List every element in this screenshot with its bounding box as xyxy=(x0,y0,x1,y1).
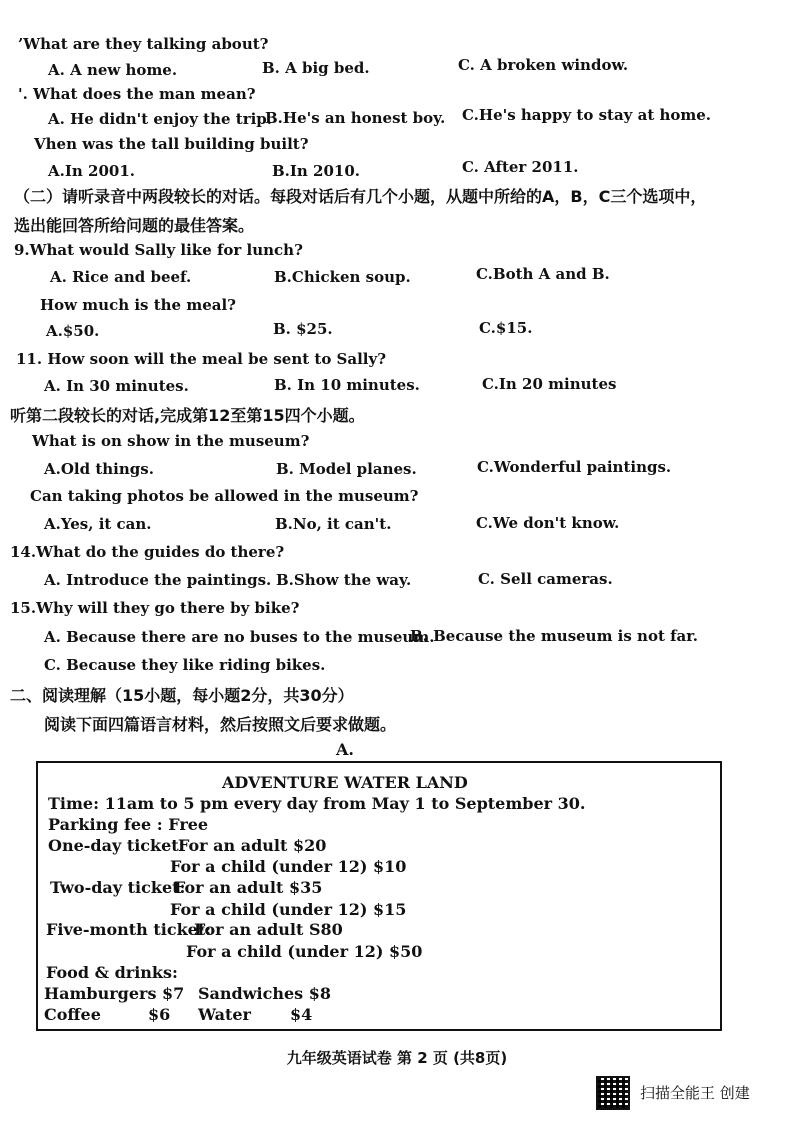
two-day-child-price: For a child (under 12) $15 xyxy=(170,900,407,919)
five-month-child-price: For a child (under 12) $50 xyxy=(186,942,423,961)
parking-fee: Parking fee : Free xyxy=(48,815,209,834)
five-month-ticket-label: Five-month ticket: xyxy=(46,920,212,939)
scanner-text: 扫描全能王 创建 xyxy=(640,1084,750,1102)
option-a: A. In 30 minutes. xyxy=(44,377,189,395)
question-stem: 11. How soon will the meal be sent to Sally? xyxy=(16,350,387,368)
question-stem: Can taking photos be allowed in the museum? xyxy=(30,487,419,505)
question-stem: 15.Why will they go there by bike? xyxy=(10,599,300,617)
option-c: C. A broken window. xyxy=(458,56,629,74)
option-c: C. Sell cameras. xyxy=(478,570,613,588)
option-b: B.He's an honest boy. xyxy=(265,109,446,127)
question-stem: '. What does the man mean? xyxy=(18,85,256,103)
question-stem: Vhen was the tall building built? xyxy=(34,135,309,153)
option-c: C. Because they like riding bikes. xyxy=(44,656,326,674)
question-stem: 9.What would Sally like for lunch? xyxy=(14,241,303,259)
sandwiches-price: Sandwiches $8 xyxy=(198,984,331,1003)
option-a: A. He didn't enjoy the trip. xyxy=(48,110,273,128)
question-stem: ’What are they talking about? xyxy=(18,35,269,53)
one-day-ticket-label: One-day ticket: xyxy=(48,836,185,855)
option-b: B. A big bed. xyxy=(262,59,370,77)
question-stem: What is on show in the museum? xyxy=(32,432,310,450)
water-price: $4 xyxy=(290,1005,313,1024)
option-a: A. Because there are no buses to the museum. xyxy=(44,628,435,646)
coffee-price: $6 xyxy=(148,1005,171,1024)
option-a: A.$50. xyxy=(46,322,100,340)
page-footer: 九年级英语试卷 第 2 页 (共8页) xyxy=(286,1049,508,1067)
option-b: B. In 10 minutes. xyxy=(274,376,420,394)
dialogue-two-instruction: 听第二段较长的对话,完成第12至第15四个小题。 xyxy=(10,406,365,425)
option-a: A.Yes, it can. xyxy=(44,515,152,533)
option-a: A.In 2001. xyxy=(48,162,135,180)
part-two-title: 二、阅读理解（15小题，每小题2分，共30分） xyxy=(10,686,354,705)
part-two-instruction: 阅读下面四篇语言材料，然后按照文后要求做题。 xyxy=(44,715,397,734)
option-b: B.No, it can't. xyxy=(275,515,392,533)
option-b: B.Chicken soup. xyxy=(274,268,411,286)
qr-code-icon xyxy=(596,1076,630,1110)
opening-time: Time: 11am to 5 pm every day from May 1 to September 30. xyxy=(48,794,586,813)
option-c: C. After 2011. xyxy=(462,158,579,176)
question-stem: How much is the meal? xyxy=(40,296,236,314)
section-two-instruction: （二）请听录音中两段较长的对话。每段对话后有几个小题，从题中所给的A，B，C三个选项中， xyxy=(14,187,707,206)
two-day-ticket-label: Two-day ticket: xyxy=(50,878,186,897)
notice-box xyxy=(36,761,722,1031)
option-a: A. Rice and beef. xyxy=(50,268,192,286)
option-a: A. Introduce the paintings. xyxy=(44,571,272,589)
option-c: C.We don't know. xyxy=(476,514,620,532)
option-b: B.Show the way. xyxy=(276,571,412,589)
coffee-label: Coffee xyxy=(44,1005,101,1024)
food-drinks-label: Food & drinks: xyxy=(46,963,178,982)
option-a: A. A new home. xyxy=(48,61,178,79)
option-c: C.Both A and B. xyxy=(476,265,610,283)
two-day-adult-price: For an adult $35 xyxy=(174,878,323,897)
option-b: B.In 2010. xyxy=(272,162,361,180)
option-c: C.Wonderful paintings. xyxy=(477,458,672,476)
question-stem: 14.What do the guides do there? xyxy=(10,543,285,561)
one-day-adult-price: For an adult $20 xyxy=(178,836,327,855)
option-b: B. Because the museum is not far. xyxy=(410,627,699,645)
water-label: Water xyxy=(198,1005,251,1024)
passage-label: A. xyxy=(336,740,354,759)
option-b: B. $25. xyxy=(273,320,333,338)
scanner-watermark xyxy=(596,1076,780,1112)
section-two-instruction-cont: 选出能回答所给问题的最佳答案。 xyxy=(14,216,255,235)
notice-title: ADVENTURE WATER LAND xyxy=(222,773,468,792)
option-c: C.$15. xyxy=(479,319,533,337)
option-a: A.Old things. xyxy=(44,460,154,478)
option-b: B. Model planes. xyxy=(276,460,417,478)
five-month-adult-price: For an adult S80 xyxy=(194,920,343,939)
option-c: C.In 20 minutes xyxy=(482,375,617,393)
option-c: C.He's happy to stay at home. xyxy=(462,106,712,124)
hamburgers-price: Hamburgers $7 xyxy=(44,984,185,1003)
one-day-child-price: For a child (under 12) $10 xyxy=(170,857,407,876)
